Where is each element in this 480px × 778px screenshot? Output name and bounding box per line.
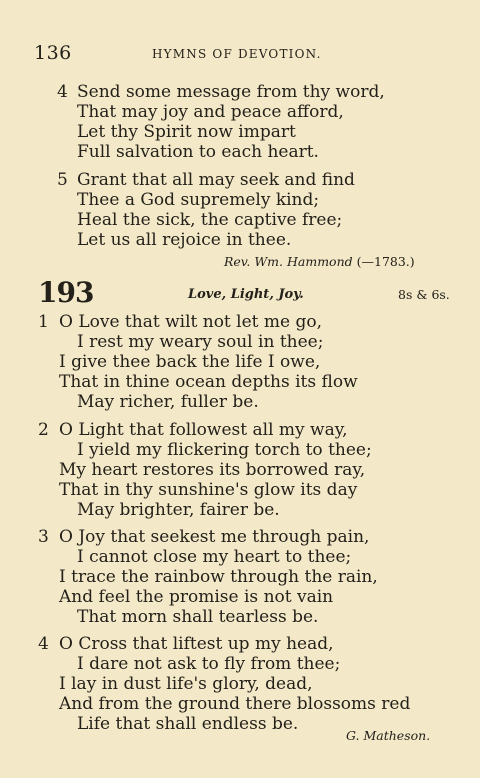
verse-line: And feel the promise is not vain (59, 587, 334, 607)
verse-number: 4 (38, 634, 49, 654)
verse-number: 5 (57, 170, 68, 190)
verse-number: 2 (38, 420, 49, 440)
verse-line: Heal the sick, the captive free; (77, 210, 343, 230)
verse-number: 3 (38, 527, 49, 547)
page-header (34, 42, 444, 66)
verse-line: Let us all rejoice in thee. (77, 230, 292, 250)
verse-line: I rest my weary soul in thee; (77, 332, 324, 352)
page-number: 136 (34, 42, 72, 64)
verse-line: I cannot close my heart to thee; (77, 547, 352, 567)
verse-line: That in thy sunshine's glow its day (59, 480, 358, 500)
author-dates: (—1783.) (356, 254, 415, 269)
verse-line: I lay in dust life's glory, dead, (59, 674, 313, 694)
verse-line: O Light that followest all my way, (59, 420, 348, 440)
hymn-meter: 8s & 6s. (398, 287, 450, 302)
author-name: G. Matheson. (346, 728, 431, 743)
running-title: HYMNS OF DEVOTION. (152, 47, 322, 61)
prev-hymn-attribution (224, 254, 415, 269)
verse-line: Send some message from thy word, (77, 82, 385, 102)
verse-line: Full salvation to each heart. (77, 142, 319, 162)
hymn-attribution (346, 728, 430, 743)
hymn-number: 193 (38, 276, 94, 309)
verse-line: I dare not ask to fly from thee; (77, 654, 341, 674)
verse-number: 1 (38, 312, 49, 332)
verse-number: 4 (57, 82, 68, 102)
verse-line: May richer, fuller be. (77, 392, 259, 412)
hymn-title: Love, Light, Joy. (188, 287, 304, 302)
verse-line: O Love that wilt not let me go, (59, 312, 323, 332)
verse-line: That in thine ocean depths its flow (59, 372, 358, 392)
verse-line: I yield my flickering torch to thee; (77, 440, 372, 460)
verse-line: I give thee back the life I owe, (59, 352, 321, 372)
author-name: Rev. Wm. Hammond (224, 254, 353, 269)
verse-line: Thee a God supremely kind; (77, 190, 320, 210)
verse-line: Let thy Spirit now impart (77, 122, 296, 142)
verse-line: Grant that all may seek and find (77, 170, 355, 190)
verse-line: O Cross that liftest up my head, (59, 634, 334, 654)
verse-line: May brighter, fairer be. (77, 500, 280, 520)
verse-line: And from the ground there blossoms red (59, 694, 411, 714)
verse-line: O Joy that seekest me through pain, (59, 527, 370, 547)
verse-line: My heart restores its borrowed ray, (59, 460, 366, 480)
verse-line: That morn shall tearless be. (77, 607, 319, 627)
verse-line: That may joy and peace afford, (77, 102, 344, 122)
verse-line: Life that shall endless be. (77, 714, 299, 734)
verse-line: I trace the rainbow through the rain, (59, 567, 378, 587)
